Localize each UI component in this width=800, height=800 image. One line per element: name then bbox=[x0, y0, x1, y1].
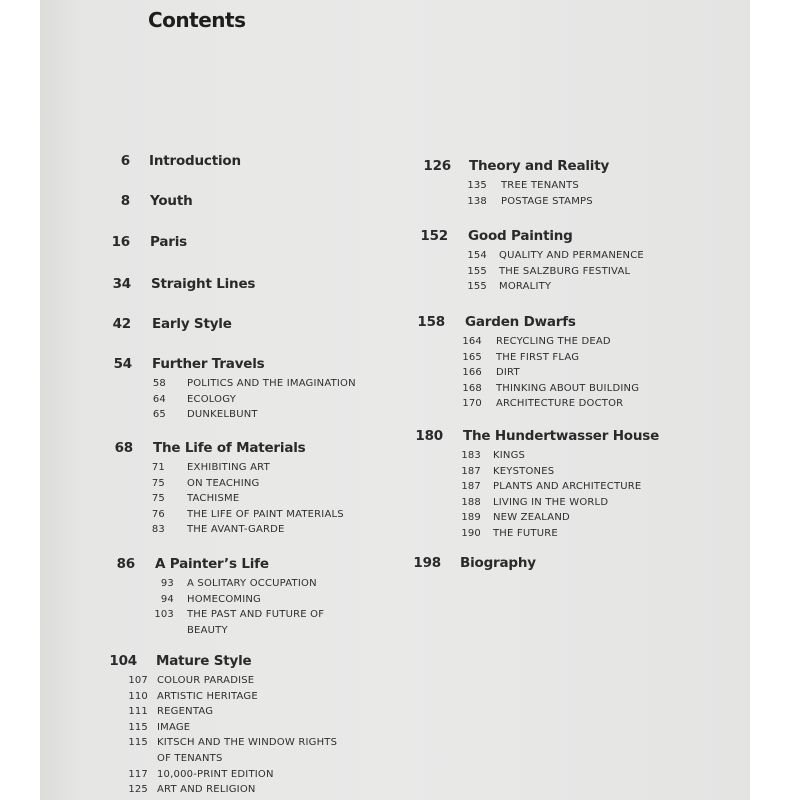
subsection-title: BEAUTY bbox=[187, 624, 228, 636]
chapter-page-number: 198 bbox=[413, 555, 441, 571]
subsection-page-number: 125 bbox=[128, 784, 148, 796]
chapter-title: The Hundertwasser House bbox=[463, 428, 660, 444]
subsection-page-number: 188 bbox=[461, 496, 481, 508]
chapter-page-number: 8 bbox=[120, 193, 130, 209]
subsection-title: ARTISTIC HERITAGE bbox=[157, 690, 258, 702]
subsection-title: KEYSTONES bbox=[493, 465, 555, 477]
subsection-page-number: 76 bbox=[151, 508, 165, 520]
chapter-page-number: 180 bbox=[415, 428, 443, 444]
subsection-title: PLANTS AND ARCHITECTURE bbox=[493, 481, 642, 493]
chapter-title: Further Travels bbox=[152, 356, 265, 372]
chapter-page-number: 42 bbox=[112, 316, 131, 332]
subsection-title: DUNKELBUNT bbox=[187, 409, 258, 421]
chapter-page-number: 158 bbox=[417, 314, 445, 330]
page-title: Contents bbox=[148, 8, 246, 32]
subsection-page-number: 71 bbox=[151, 462, 165, 473]
subsection-title: THE PAST AND FUTURE OF bbox=[187, 609, 325, 621]
subsection-title: MORALITY bbox=[499, 281, 552, 293]
subsection-page-number: 110 bbox=[128, 690, 148, 702]
subsection-title: THE FUTURE bbox=[493, 528, 558, 539]
chapter-page-number: 34 bbox=[112, 276, 131, 292]
subsection-title: OF TENANTS bbox=[157, 753, 223, 764]
subsection-title: EXHIBITING ART bbox=[187, 462, 270, 473]
subsection-title: COLOUR PARADISE bbox=[157, 675, 255, 686]
subsection-page-number: 115 bbox=[128, 737, 148, 749]
subsection-title: NEW ZEALAND bbox=[493, 512, 570, 524]
subsection-title: THINKING ABOUT BUILDING bbox=[496, 382, 640, 394]
subsection-page-number: 190 bbox=[461, 528, 481, 539]
subsection-title: REGENTAG bbox=[157, 706, 214, 718]
subsection-page-number: 189 bbox=[461, 512, 481, 524]
chapter-page-number: 6 bbox=[120, 153, 130, 169]
subsection-page-number: 75 bbox=[151, 477, 165, 489]
chapter-page-number: 68 bbox=[114, 440, 133, 456]
subsection-page-number: 58 bbox=[152, 378, 166, 389]
subsection-page-number: 107 bbox=[128, 675, 148, 686]
subsection-page-number: 65 bbox=[152, 409, 166, 421]
chapter-title: Mature Style bbox=[156, 653, 252, 669]
chapter-page-number: 54 bbox=[113, 356, 132, 372]
chapter-page-number: 16 bbox=[111, 234, 130, 250]
chapter-title: Garden Dwarfs bbox=[465, 314, 576, 330]
subsection-page-number: 135 bbox=[467, 180, 487, 191]
subsection-page-number: 155 bbox=[467, 281, 487, 293]
subsection-title: KITSCH AND THE WINDOW RIGHTS bbox=[157, 737, 338, 749]
subsection-title: ECOLOGY bbox=[187, 393, 237, 405]
subsection-page-number: 166 bbox=[462, 367, 482, 379]
subsection-title: RECYCLING THE DEAD bbox=[496, 336, 611, 347]
subsection-page-number: 154 bbox=[467, 250, 487, 261]
chapter-title: A Painter’s Life bbox=[155, 556, 269, 572]
subsection-page-number: 183 bbox=[461, 450, 481, 461]
subsection-page-number: 187 bbox=[461, 465, 481, 477]
subsection-page-number: 187 bbox=[461, 481, 481, 493]
chapter-title: Good Painting bbox=[468, 228, 573, 244]
chapter-title: The Life of Materials bbox=[153, 440, 306, 456]
subsection-page-number: 168 bbox=[462, 382, 482, 394]
chapter-title: Straight Lines bbox=[151, 276, 256, 292]
subsection-page-number: 83 bbox=[151, 524, 165, 536]
chapter-page-number: 126 bbox=[423, 158, 451, 174]
subsection-title: ON TEACHING bbox=[187, 477, 260, 489]
subsection-page-number: 164 bbox=[462, 336, 482, 347]
subsection-page-number: 94 bbox=[160, 593, 174, 605]
subsection-title: THE AVANT-GARDE bbox=[187, 524, 285, 536]
chapter-page-number: 152 bbox=[420, 228, 448, 244]
subsection-title: TREE TENANTS bbox=[501, 180, 579, 191]
subsection-title: THE SALZBURG FESTIVAL bbox=[499, 265, 631, 277]
subsection-title: ARCHITECTURE DOCTOR bbox=[496, 398, 624, 410]
chapter-title: Paris bbox=[150, 234, 187, 250]
chapter-page-number: 86 bbox=[116, 556, 135, 572]
subsection-title: HOMECOMING bbox=[187, 593, 261, 605]
subsection-page-number: 165 bbox=[462, 351, 482, 363]
subsection-title: IMAGE bbox=[157, 721, 191, 733]
subsection-page-number: 103 bbox=[154, 609, 174, 621]
subsection-title: POLITICS AND THE IMAGINATION bbox=[187, 378, 356, 389]
subsection-title: POSTAGE STAMPS bbox=[501, 195, 593, 207]
chapter-title: Biography bbox=[460, 555, 536, 571]
subsection-title: 10,000-PRINT EDITION bbox=[157, 768, 274, 780]
subsection-title: DIRT bbox=[496, 367, 520, 379]
subsection-page-number: 138 bbox=[467, 195, 487, 207]
subsection-page-number: 75 bbox=[151, 493, 165, 505]
chapter-title: Introduction bbox=[149, 153, 241, 169]
chapter-title: Youth bbox=[150, 193, 193, 209]
subsection-page-number: 115 bbox=[128, 721, 148, 733]
subsection-title: THE FIRST FLAG bbox=[496, 351, 580, 363]
chapter-title: Early Style bbox=[152, 316, 232, 332]
subsection-page-number: 64 bbox=[152, 393, 166, 405]
subsection-page-number: 170 bbox=[462, 398, 482, 410]
subsection-title: TACHISME bbox=[187, 493, 240, 505]
subsection-page-number: 155 bbox=[467, 265, 487, 277]
subsection-page-number: 111 bbox=[128, 706, 148, 718]
subsection-page-number: 117 bbox=[128, 768, 148, 780]
subsection-title: A SOLITARY OCCUPATION bbox=[187, 578, 317, 589]
subsection-title: ART AND RELIGION bbox=[157, 784, 256, 796]
subsection-page-number: 93 bbox=[160, 578, 174, 589]
subsection-title: KINGS bbox=[493, 450, 526, 461]
subsection-title: QUALITY AND PERMANENCE bbox=[499, 250, 644, 261]
chapter-page-number: 104 bbox=[109, 653, 137, 669]
subsection-title: THE LIFE OF PAINT MATERIALS bbox=[187, 508, 344, 520]
chapter-title: Theory and Reality bbox=[469, 158, 610, 174]
subsection-title: LIVING IN THE WORLD bbox=[493, 496, 609, 508]
